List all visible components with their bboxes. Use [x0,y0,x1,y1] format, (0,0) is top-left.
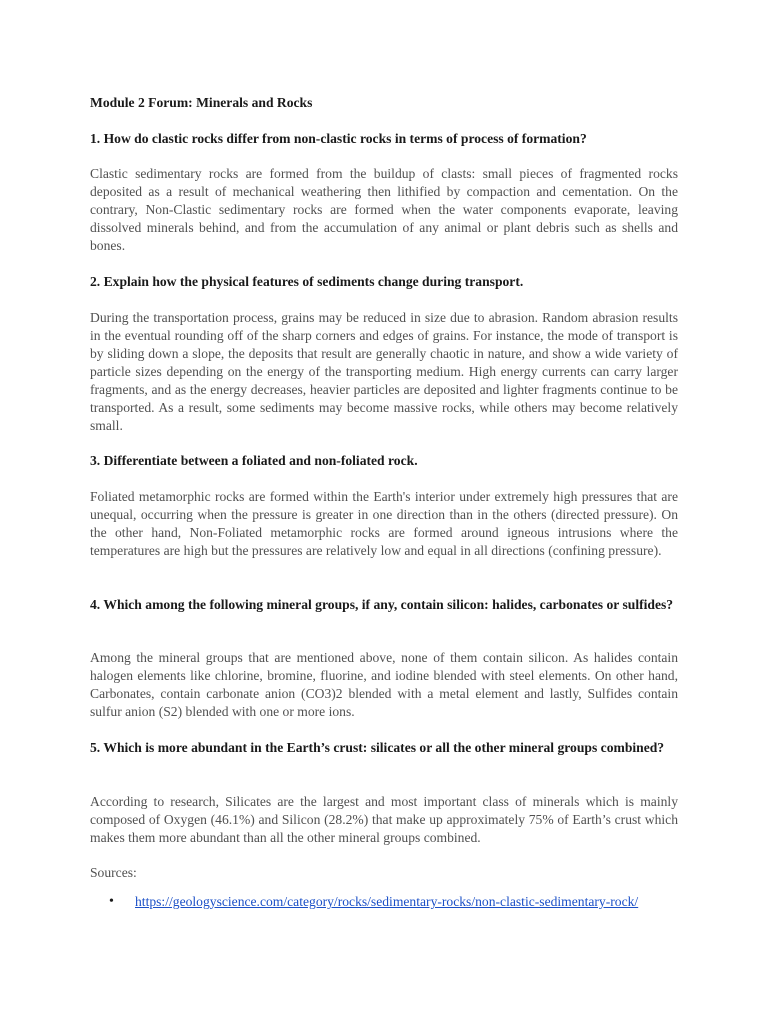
question-4: 4. Which among the following mineral groups, if any, contain silicon: halides, carbonates or sulfides? [90,597,674,612]
answer-1: Clastic sedimentary rocks are formed from the buildup of clasts: small pieces of fragmented rocks deposited as a result of mechanical weathering then lithified by compaction and cementation. On the contrary, Non-Clastic sedimentary rocks are formed when the water components evaporate, leaving dissolved minerals behind, and from the accumulation of any animal or plant debris such as shells and bones. [90,166,678,253]
answer-5: According to research, Silicates are the largest and most important class of minerals which is mainly composed of Oxygen (46.1%) and Silicon (28.2%) that make up approximately 75% of Earth’s crust which makes them more abundant than all the other mineral groups combined. [90,794,678,845]
question-3: 3. Differentiate between a foliated and non-foliated rock. [90,453,418,468]
answer-4: Among the mineral groups that are mentioned above, none of them contain silicon. As halides contain halogen elements like chlorine, bromine, fluorine, and iodine blended with steel elements. On other hand, Carbonates, contain carbonate anion (CO3)2 blended with a metal element and lastly, Sulfides contain sulfur anion (S2) blended with one or more ions. [90,650,678,719]
sources-list [90,893,678,911]
question-5: 5. Which is more abundant in the Earth’s crust: silicates or all the other mineral groups combined? [90,740,665,755]
answer-3: Foliated metamorphic rocks are formed within the Earth's interior under extremely high pressures that are unequal, occurring when the pressure is greater in one direction than in the others (directed pressure). On the other hand, Non-Foliated metamorphic rocks are formed around igneous intrusions where the temperatures are high but the pressures are relatively low and equal in all directions (confining pressure). [90,489,678,558]
source-link[interactable]: https://geologyscience.com/category/rocks/sedimentary-rocks/non-clastic-sedimentary-rock/ [135,894,639,909]
source-item [90,893,678,911]
document-title: Module 2 Forum: Minerals and Rocks [90,95,313,110]
question-2: 2. Explain how the physical features of sediments change during transport. [90,274,524,289]
sources-label: Sources: [90,865,137,880]
question-1: 1. How do clastic rocks differ from non-clastic rocks in terms of process of formation? [90,131,587,146]
bullet-icon: • [109,894,114,909]
answer-2: During the transportation process, grains may be reduced in size due to abrasion. Random abrasion results in the eventual rounding off of the sharp corners and edges of grains. For instance, the mode of transport is by sliding down a slope, the deposits that result are generally chaotic in nature, and show a wide variety of particle sizes depending on the energy of the transporting medium. High energy currents can carry larger fragments, and as the energy decreases, heavier particles are deposited and lighter fragments continue to be transported. As a result, some sediments may become massive rocks, while others may become relatively small. [90,310,678,433]
